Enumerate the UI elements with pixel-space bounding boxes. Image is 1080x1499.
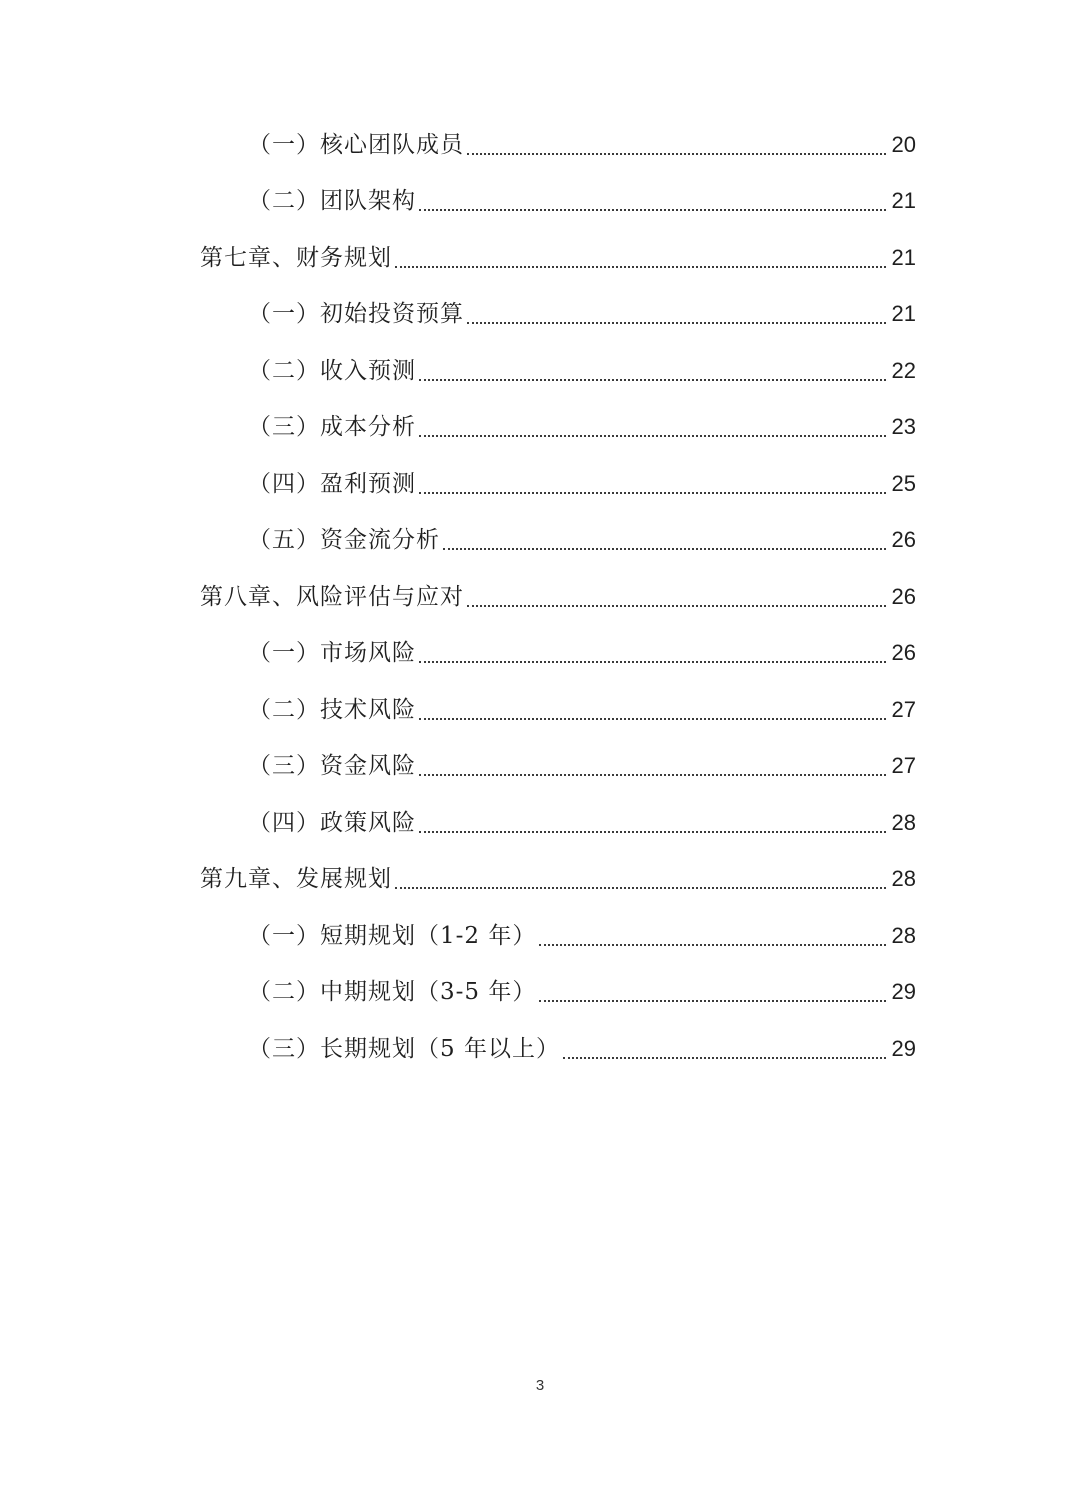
toc-dot-leader	[467, 153, 886, 155]
toc-entry-label: （三）长期规划（5 年以上）	[248, 1035, 560, 1062]
toc-dot-leader	[443, 548, 886, 550]
toc-chapter-entry[interactable]	[200, 849, 916, 906]
toc-entry-page: 21	[891, 244, 916, 270]
toc-entry-page: 20	[891, 131, 916, 157]
toc-entry-label: （二）团队架构	[248, 188, 416, 214]
toc-entry-label: （二）中期规划（3-5 年）	[248, 979, 537, 1005]
toc-dot-leader	[539, 944, 886, 946]
toc-entry-label: （一）短期规划（1-2 年）	[248, 922, 537, 949]
toc-entry[interactable]	[200, 171, 916, 228]
toc-entry[interactable]	[200, 792, 916, 849]
toc-entry[interactable]	[200, 679, 916, 736]
toc-entry-label: （二）收入预测	[248, 357, 416, 384]
toc-entry[interactable]	[200, 453, 916, 510]
toc-dot-leader	[467, 322, 886, 324]
toc-entry-page: 21	[891, 188, 916, 213]
toc-entry-label: （一）市场风险	[248, 640, 416, 666]
toc-entry-page: 29	[891, 979, 916, 1004]
toc-entry[interactable]	[200, 397, 916, 454]
toc-entry[interactable]	[200, 905, 916, 962]
toc-dot-leader	[419, 718, 886, 720]
page-number: 3	[535, 1377, 545, 1394]
toc-entry-label: （一）初始投资预算	[248, 301, 464, 327]
toc-entry-label: 第七章、财务规划	[200, 244, 392, 271]
toc-entry-page: 28	[891, 866, 916, 891]
toc-entry-page: 21	[891, 301, 916, 326]
toc-entry-label: （三）成本分析	[248, 414, 416, 440]
toc-entry-page: 26	[891, 527, 916, 552]
toc-dot-leader	[419, 661, 886, 663]
toc-dot-leader	[419, 831, 886, 833]
toc-entry[interactable]	[200, 1018, 916, 1075]
toc-entry[interactable]	[200, 284, 916, 341]
toc-entry-page: 29	[891, 1035, 916, 1061]
toc-chapter-entry[interactable]	[200, 566, 916, 623]
toc-dot-leader	[419, 209, 886, 211]
toc-entry-page: 26	[891, 583, 916, 609]
toc-entry[interactable]	[200, 736, 916, 793]
toc-entry-label: 第九章、发展规划	[200, 866, 392, 892]
toc-entry-label: 第八章、风险评估与应对	[200, 583, 464, 610]
toc-entry-label: （四）政策风险	[248, 809, 416, 836]
toc-entry[interactable]	[200, 962, 916, 1019]
toc-entry-page: 27	[891, 753, 916, 778]
toc-dot-leader	[419, 492, 886, 494]
toc-dot-leader	[395, 887, 886, 889]
toc-entry-page: 28	[891, 809, 916, 835]
toc-entry-label: （一）核心团队成员	[248, 131, 464, 158]
toc-entry-page: 22	[891, 357, 916, 383]
toc-dot-leader	[419, 435, 886, 437]
toc-entry-page: 23	[891, 414, 916, 439]
toc-entry-label: （三）资金风险	[248, 753, 416, 779]
toc-dot-leader	[419, 379, 886, 381]
toc-entry[interactable]	[200, 510, 916, 567]
toc-entry-page: 27	[891, 696, 916, 722]
toc-dot-leader	[467, 605, 886, 607]
toc-entry[interactable]	[200, 114, 916, 171]
toc-entry-label: （五）资金流分析	[248, 527, 440, 553]
toc-entry-page: 25	[891, 470, 916, 496]
toc-entry-label: （二）技术风险	[248, 696, 416, 723]
toc-dot-leader	[395, 266, 886, 268]
toc-entry-page: 26	[891, 640, 916, 665]
toc-dot-leader	[563, 1057, 886, 1059]
toc-dot-leader	[419, 774, 886, 776]
toc-entry-label: （四）盈利预测	[248, 470, 416, 497]
toc-entry[interactable]	[200, 623, 916, 680]
toc-chapter-entry[interactable]	[200, 227, 916, 284]
toc-entry-page: 28	[891, 922, 916, 948]
toc-entry[interactable]	[200, 340, 916, 397]
toc-dot-leader	[539, 1000, 886, 1002]
table-of-contents	[200, 114, 916, 1075]
